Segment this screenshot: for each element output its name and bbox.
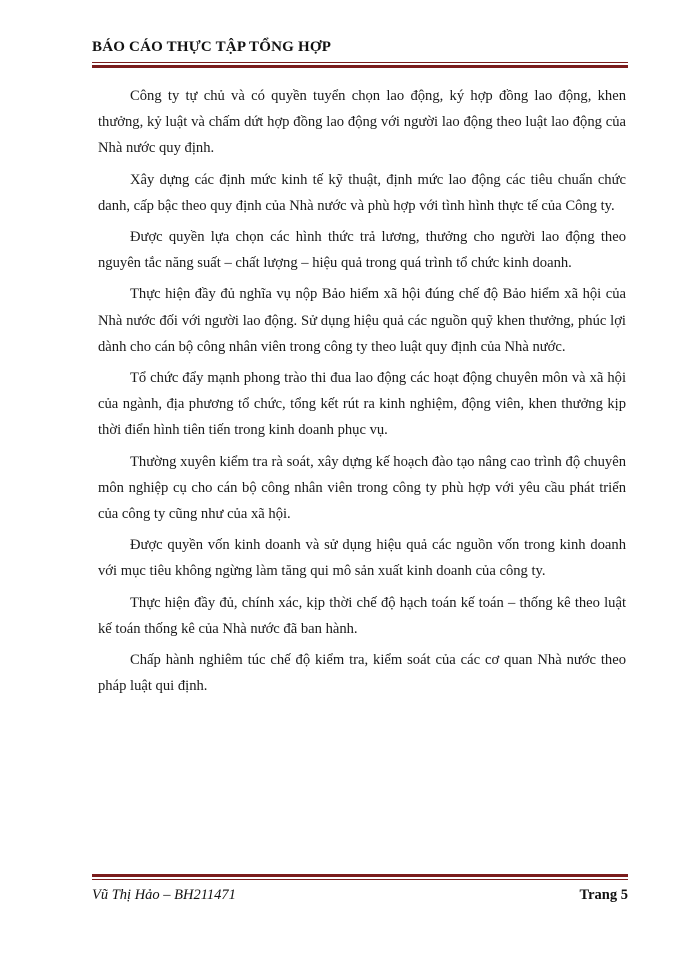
paragraph: Xây dựng các định mức kinh tế kỹ thuật, định mức lao động các tiêu chuẩn chức danh, cấp bậc theo quy định của Nhà nước và phù hợp với tình hình thực tế của Công ty. <box>98 171 626 214</box>
footer-rule-thin <box>92 879 628 880</box>
paragraph: Thực hiện đầy đủ, chính xác, kịp thời chế độ hạch toán kế toán – thống kê theo luật kế toán thống kê của Nhà nước đã ban hành. <box>98 594 626 637</box>
footer-rules <box>92 874 628 880</box>
paragraph: Thực hiện đầy đủ nghĩa vụ nộp Bảo hiểm xã hội đúng chế độ Bảo hiểm xã hội của Nhà nước đối với người lao động. Sử dụng hiệu quả các nguồn quỹ khen thưởng, phúc lợi dành cho cán bộ công nhân viên trong công ty theo luật quy định của Nhà nước. <box>98 286 626 355</box>
paragraph: Được quyền lựa chọn các hình thức trả lương, thưởng cho người lao động theo nguyên tắc năng suất – chất lượng – hiệu quả trong quá trình tổ chức kinh doanh. <box>98 229 626 272</box>
paragraph: Chấp hành nghiêm túc chế độ kiểm tra, kiểm soát của các cơ quan Nhà nước theo pháp luật qui định. <box>98 652 626 695</box>
report-title: BÁO CÁO THỰC TẬP TỔNG HỢP <box>92 39 332 55</box>
report-body <box>98 83 626 704</box>
paragraph: Tổ chức đẩy mạnh phong trào thi đua lao động các hoạt động chuyên môn và xã hội của ngành, địa phương tổ chức, tổng kết rút ra kinh nghiệm, động viên, khen thưởng kịp thời điển hình tiên tiến trong kinh doanh phục vụ. <box>98 370 626 439</box>
paragraph: Thường xuyên kiểm tra rà soát, xây dựng kế hoạch đào tạo nâng cao trình độ chuyên môn nghiệp cụ cho cán bộ công nhân viên trong công ty phù hợp với yêu cầu phát triển của công ty cũng như của xã hội. <box>98 453 626 523</box>
page-header <box>92 37 628 68</box>
paragraph: Công ty tự chủ và có quyền tuyển chọn lao động, ký hợp đồng lao động, khen thưởng, kỷ luật và chấm dứt hợp đồng lao động với người lao động theo luật lao động của Nhà nước quy định. <box>98 88 626 157</box>
page-number: Trang 5 <box>579 887 628 903</box>
paragraph: Được quyền vốn kinh doanh và sử dụng hiệu quả các nguồn vốn trong kinh doanh với mục tiêu không ngừng làm tăng qui mô sản xuất kinh doanh của công ty. <box>98 537 626 580</box>
page-footer <box>92 874 628 905</box>
author-name: Vũ Thị Hảo – BH211471 <box>92 887 236 903</box>
header-rule-thick <box>92 65 628 68</box>
